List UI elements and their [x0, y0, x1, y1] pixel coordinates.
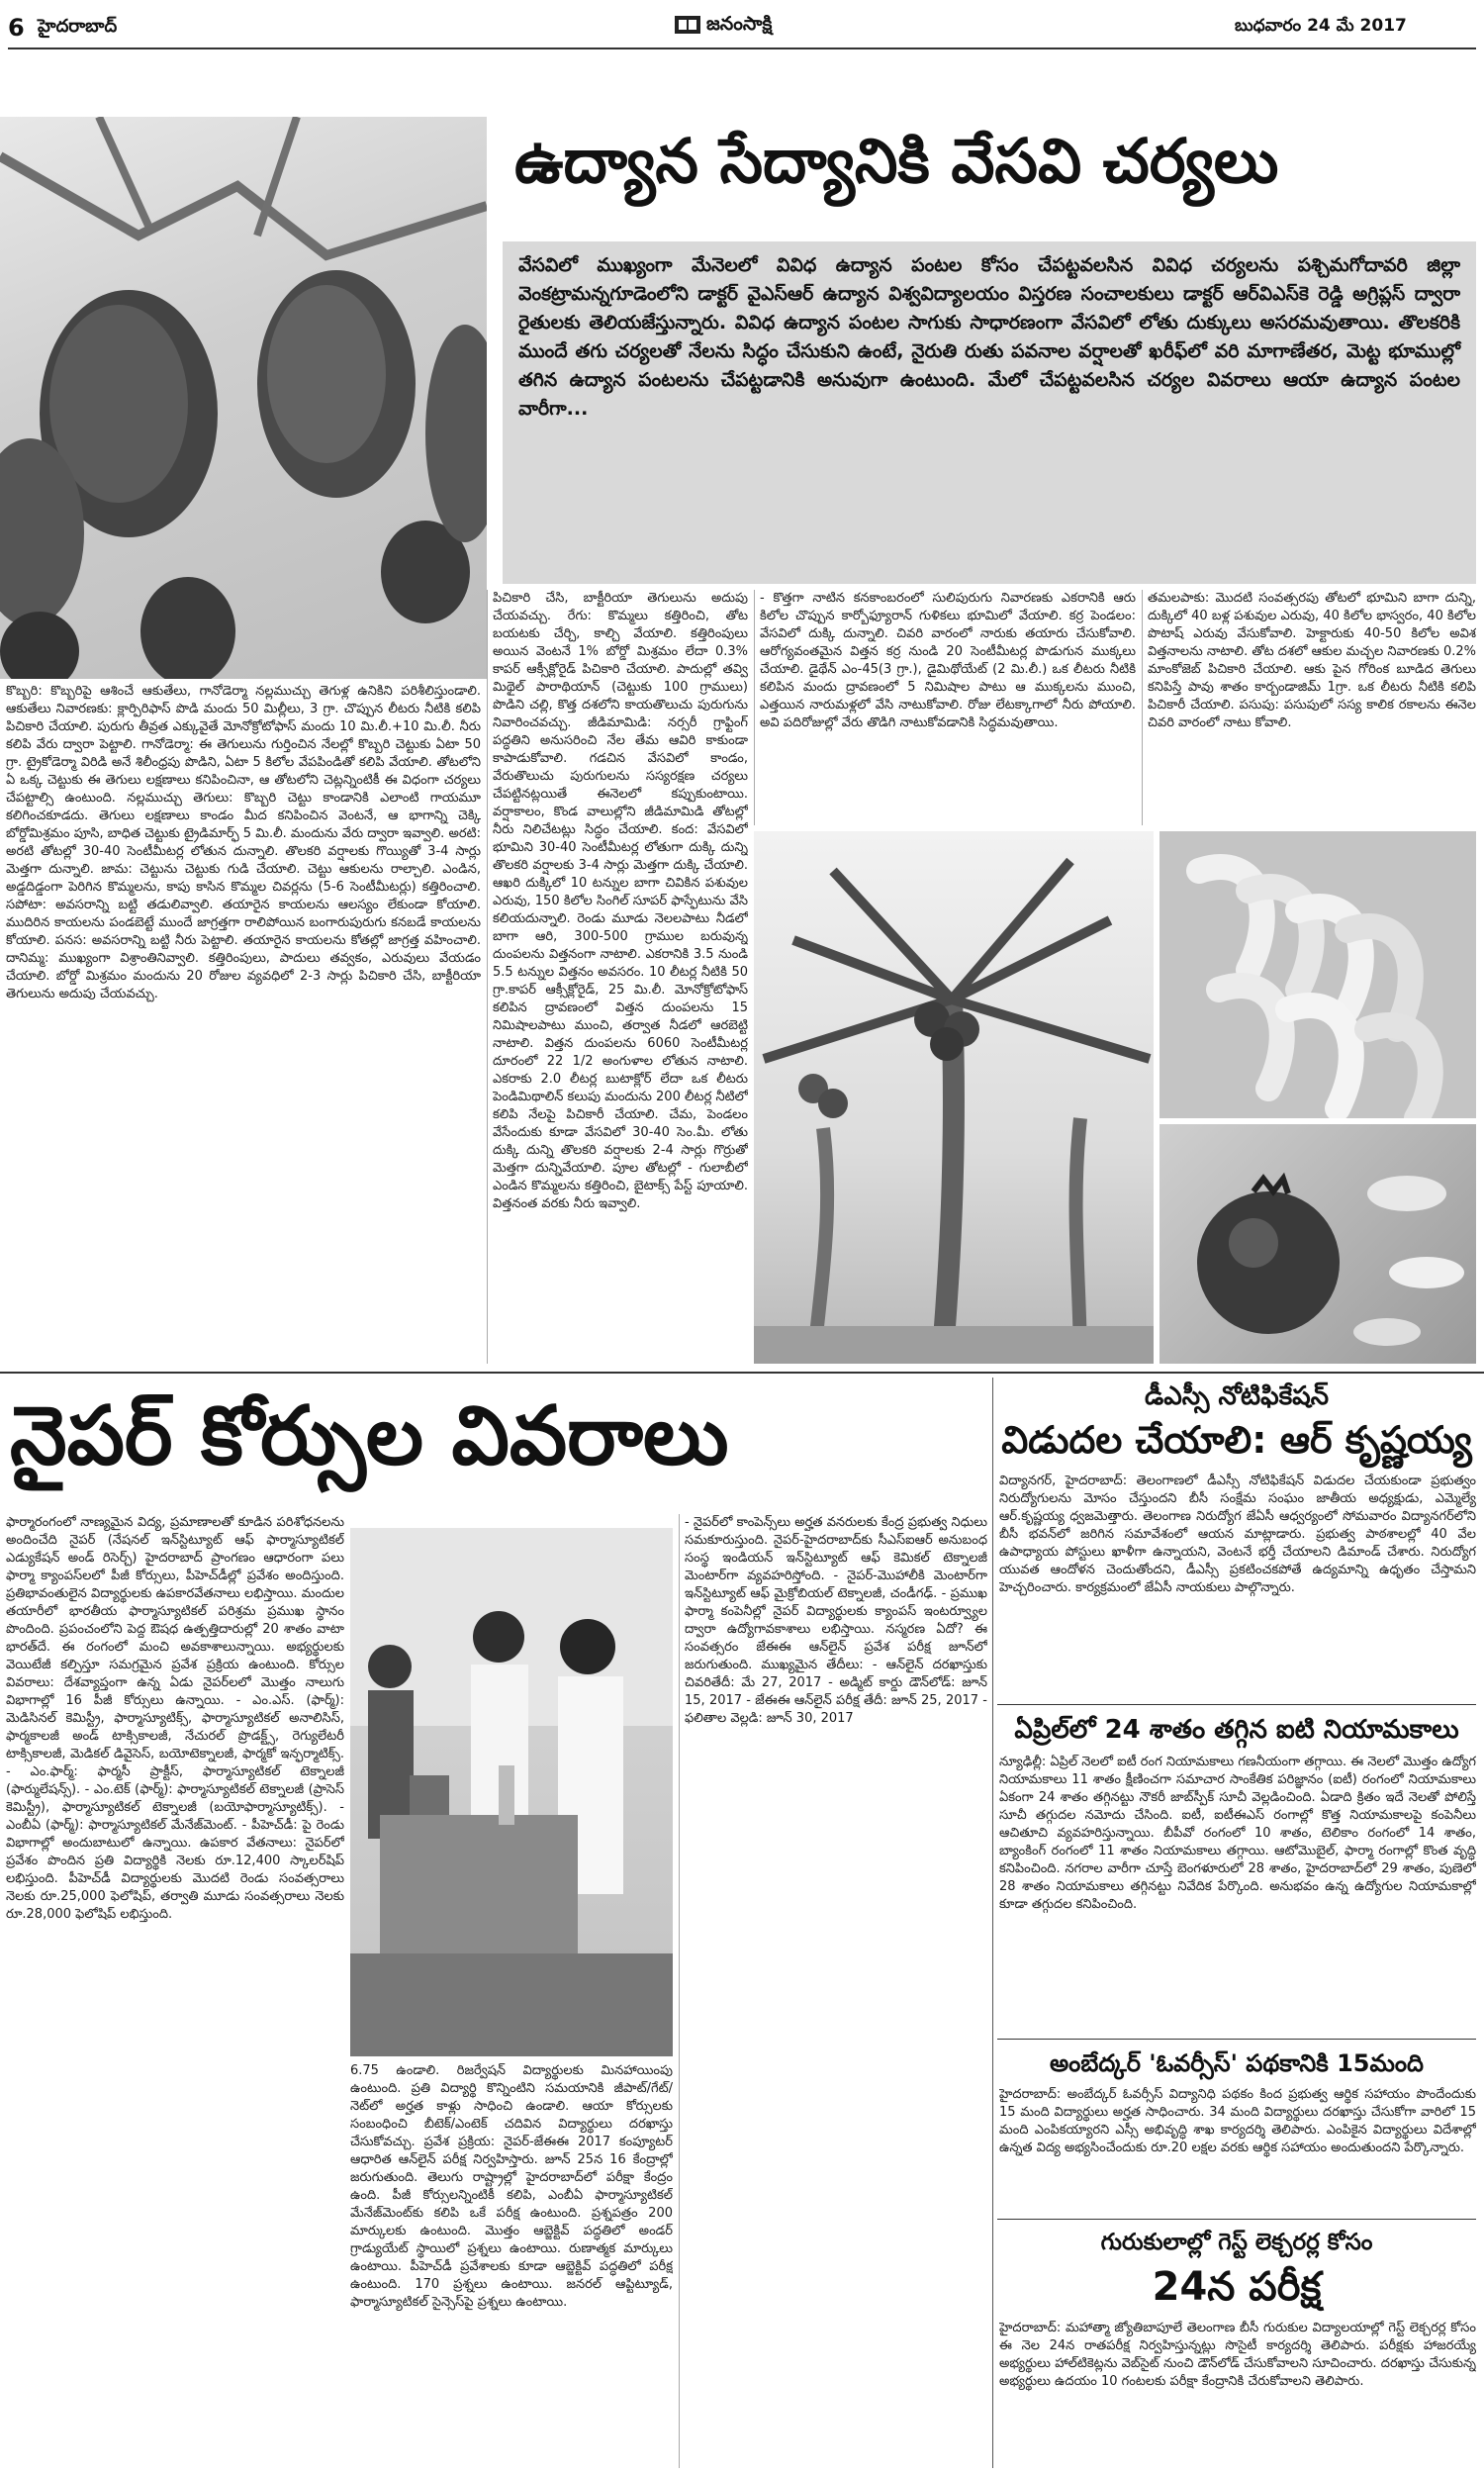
masthead-logo-icon — [673, 10, 702, 40]
city-label: హైదరాబాద్ — [38, 16, 118, 37]
header-rule — [8, 48, 1476, 49]
article1-col4: తమలపాకు: మొదటి సంవత్సరపు తోటలో భూమిని బాగా దున్ని, దుక్కిలో 40 బళ్ల పశువుల ఎరువు, 40 కిలోల భాస్వరం, 40 కిలోల పొటాష్ ఎరువు వేసుకోవాలి. హెక్టారుకు 40-50 కిలోల అవిశ విత్తనాలను నాటాలి. తోట దశలో ఆకుల మచ్చల నివారణకు 0.2% మాంకోజెబ్ పిచికారి చేయాలి. ఆకు పైన గోరింక బూడిద తెగులు కనిపిస్తే పావు శాతం కార్బండాజిమ్ 1గ్రా. ఒక లీటరు నీటికి కలిపి పిచికారీ చేయాలి. పసుపు: పసుపులో సస్య కాలిక రకాలను ఈనెల చివరి వారంలో నాటు కోవాలి. — [1148, 591, 1476, 730]
brief-rule — [997, 2039, 1476, 2040]
article3-headline — [997, 1378, 1476, 1465]
article3-headline-line2: విడుదల చేయాలి: ఆర్ కృష్ణయ్య — [1001, 1418, 1472, 1462]
article6-headline-line1: గురుకులాల్లో గెస్ట్ లెక్చరర్ల కోసం — [1100, 2230, 1373, 2255]
article6-headline-line2: 24న పరీక్ష — [1152, 2264, 1322, 2310]
col-divider — [679, 1514, 680, 2468]
coconut-photo — [754, 831, 1154, 1364]
section-rule — [0, 1372, 1484, 1374]
article1-col1: కొబ్బరి: కొబ్బరిపై ఆశించే ఆకుతేలు, గానోడెర్మా నల్లముచ్చు తెగుళ్ల ఉనికిని పరిశీలిస్తుండాలి. ఆకుతేలు నివారణకు: క్లార్పిరిఫాస్ పొడి మందు 50 మిల్లీలు, 3 గ్రా. చొప్పున లీటరు నీటికి కలిపి పిచికారి చేయాలి. పురుగు తీవ్రత ఎక్కువైతే మోనోక్రోటోఫాస్ మందు 10 మి.లీ.+10 మి.లీ. నీరు కలిపి వేరు ద్వారా పెట్టాలి. గానోడెర్మా: ఈ తెగులును గుర్తించిన నేలల్లో కొబ్బరి చెట్టుకు ఏటా 50 గ్రా. ట్రైకోడెర్మా విరిడి అనే శిలీంధ్రపు పొడిని, ఏటా 5 కిలోల వేపపిండితో కలిపి వేయాలి. తోటలోని ఏ ఒక్క చెట్టుకు ఈ తెగులు లక్షణాలు కనిపించినా, ఆ తోటలోని చెట్లన్నింటికీ ఈ విధంగా చర్యలు చేపట్టాల్సి ఉంటుంది. నల్లముచ్చు తెగులు: కొబ్బరి చెట్టు కాండానికి ఎలాంటి గాయమూ కలిగించకూడదు. తెగులు లక్షణాలు కాండం మీద కనిపించిన వెంటనే, ఆ భాగాన్ని చెక్కి బోర్డోమిశ్రమం పూసి, బాధిత చెట్టుకు ట్రైడిమార్ఫ్ 5 మి.లీ. మందును వేరు ద్వారా ఇవ్వాలి. అరటి: అరటి తోటల్లో 30-40 సెంటీమీటర్ల లోతున దున్నాలి. తొలకరి వర్షాలకు గొయ్యితో 3-4 సార్లు మెత్తగా దున్నాలి. జామ: చెట్టును చెట్టుకు గుడి చేయాలి. చెట్టు ఆకులను రాల్చాలి. ఎండిన, అడ్డదిడ్డంగా పెరిగిన కొమ్మలను, కాపు కాసిన కొమ్మల చివర్లను (5-6 సెంటీమీటర్లు) కత్తిరించాలి. సపోటా: అవసరాన్ని బట్టి తడులివ్వాలి. తయారైన కాయలను ఆలస్యం లేకుండా కోయాలి. ముదిరిన కాయలను పండబెట్టే ముందే జాగ్రత్తగా రాలిపోయిన బంగారుపురుగు కనబడే కాయలను కోయాలి. పనస: అవసరాన్ని బట్టి నీరు పెట్టాలి. తయారైన కాయలను కోతల్లో జాగ్రత్త వహించాలి. దానిమ్మ: ముఖ్యంగా విశ్రాంతినివ్వాలి. కత్తిరింపులు, పాదులు తవ్వకం, ఎరువులు వేయడం చేయాలి. బోర్డో మిశ్రమం మందును 20 రోజుల వ్యవధిలో 2-3 సార్లు పిచికారి చేసి, బాక్టీరియా తెగులును అదుపు చేయవచ్చు. — [6, 684, 481, 1001]
col-divider — [487, 590, 488, 1364]
pomegranate-illustration — [1159, 1124, 1476, 1364]
banana-photo — [1159, 831, 1476, 1118]
article1-lead: వేసవిలో ముఖ్యంగా మేనెలలో వివిధ ఉద్యాన పంటల కోసం చేపట్టవలసిన వివిధ చర్యలను పశ్చిమగోదావరి జిల్లా వెంకట్రామన్నగూడెంలోని డాక్టర్ వైఎస్ఆర్ ఉద్యాన విశ్వవిద్యాలయం విస్తరణ సంచాలకులు డాక్టర్ ఆర్‌విఎస్‌కె రెడ్డి అగ్రిప్లస్ ద్వారా రైతులకు తెలియజేస్తున్నారు. వివిధ ఉద్యాన పంటల సాగుకు సాధారణంగా వేసవిలో లోతు దుక్కులు అసరమవుతాయి. తొలకరికి ముందే తగు చర్యలతో నేలను సిద్ధం చేసుకుని ఉంటే, నైరుతి రుతు పవనాల వర్షాలతో ఖరీఫ్‌లో వరి మాగాణేతర, మెట్ట భూముల్లో తగిన ఉద్యాన పంటలను చేపట్టడానికి అనువుగా ఉంటుంది. మేలో చేపట్టవలసిన చర్యల వివరాలు ఆయా ఉద్యాన పంటల వారీగా... — [503, 241, 1476, 584]
article3-body: విద్యానగర్, హైదరాబాద్: తెలంగాణలో డీఎస్సీ నోటిఫికేషన్ విడుదల చేయకుండా ప్రభుత్వం నిరుద్యోగులను మోసం చేస్తుందని బీసీ సంక్షేమ సంఘం జాతీయ అధ్యక్షుడు, ఎమ్మెల్యే ఆర్.కృష్ణయ్య ధ్వజమెత్తారు. తెలంగాణ నిరుద్యోగ జేఏసీ ఆధ్వర్యంలో సోమవారం విద్యానగర్‌లోని బీసీ భవన్‌లో జరిగిన సమావేశంలో ఆయన మాట్లాడారు. ప్రభుత్వ పాఠశాలల్లో 40 వేల ఉపాధ్యాయ పోస్టులు ఖాళీగా ఉన్నాయని, వెంటనే భర్తీ చేయాలని డిమాండ్ చేశారు. నిరుద్యోగ యువత ఆందోళన చెందుతోందని, డీఎస్సీ ప్రకటించకపోతే ఉద్యమాన్ని ఉధృతం చేస్తామని హెచ్చరించారు. కార్యక్రమంలో జేఏసీ నాయకులు పాల్గొన్నారు. — [999, 1474, 1476, 1595]
article5-body: హైదరాబాద్: అంబేద్కర్ ఓవర్సీస్ విద్యానిధి పథకం కింద ప్రభుత్వ ఆర్థిక సహాయం పొందేందుకు 15 మంది విద్యార్థులు అర్హత సాధించారు. 34 మంది విద్యార్థులు దరఖాస్తు చేసుకోగా వారిలో 15 మంది ఎంపికయ్యారని ఎస్సీ అభివృద్ధి శాఖ కార్యదర్శి తెలిపారు. ఎంపికైన విద్యార్థులు విదేశాల్లో ఉన్నత విద్య అభ్యసించేందుకు రూ.20 లక్షల వరకు ఆర్థిక సహాయం అందుతుందని పేర్కొన్నారు. — [999, 2087, 1476, 2155]
article4-body: న్యూఢిల్లీ: ఏప్రిల్ నెలలో ఐటీ రంగ నియామకాలు గణనీయంగా తగ్గాయి. ఈ నెలలో మొత్తం ఉద్యోగ నియామకాలు 11 శాతం క్షీణించగా సమాచార సాంకేతిక పరిజ్ఞానం (ఐటీ) రంగంలో నియామకాలు ఏకంగా 24 శాతం తగ్గినట్టు నౌకరీ జాబ్‌స్పీక్ సూచీ వెల్లడించింది. ఏడాది క్రితం ఇదే నెలతో పోలిస్తే సూచీ తగ్గుదల నమోదు చేసింది. ఐటీ, ఐటీఈఎస్ రంగాల్లో కొత్త నియామకాలపై కంపెనీలు ఆచితూచి వ్యవహరిస్తున్నాయి. బీపీవో రంగంలో 10 శాతం, టెలికాం రంగంలో 14 శాతం, బ్యాంకింగ్ రంగంలో 11 శాతం నియామకాలు తగ్గాయి. ఆటోమొబైల్, ఫార్మా రంగాల్లో కొంత వృద్ధి కనిపించింది. నగరాల వారీగా చూస్తే బెంగళూరులో 28 శాతం, హైదరాబాద్‌లో 29 శాతం, పుణెలో 28 శాతం నియామకాలు తగ్గినట్టు నివేదిక పేర్కొంది. అనుభవం ఉన్న ఉద్యోగుల నియామకాల్లో కూడా తగ్గుదల కనిపించింది. — [999, 1755, 1476, 1912]
article6-body: హైదరాబాద్: మహాత్మా జ్యోతిబాపూలే తెలంగాణ బీసీ గురుకుల విద్యాలయాల్లో గెస్ట్ లెక్చరర్ల కోసం ఈ నెల 24న రాతపరీక్ష నిర్వహిస్తున్నట్లు సొసైటీ కార్యదర్శి తెలిపారు. పరీక్షకు హాజరయ్యే అభ్యర్థులు హాల్‌టికెట్లను వెబ్‌సైట్ నుంచి డౌన్‌లోడ్ చేసుకోవాలని సూచించారు. దరఖాస్తు చేసుకున్న అభ్యర్థులు ఉదయం 10 గంటలకు పరీక్షా కేంద్రానికి చేరుకోవాలని తెలిపారు. — [999, 2321, 1476, 2389]
banana-bunch-illustration — [1159, 831, 1476, 1118]
article5-headline: అంబేద్కర్ 'ఓవర్సీస్' పథకానికి 15మంది — [1049, 2049, 1425, 2077]
issue-date: బుధవారం 24 మే 2017 — [1235, 16, 1407, 36]
lab-scene-illustration — [350, 1528, 673, 2056]
masthead — [673, 10, 851, 40]
col-divider — [992, 1378, 993, 2468]
masthead-title: జనంసాక్షి — [706, 13, 773, 35]
lab-students-photo — [350, 1528, 673, 2056]
article4-headline: ఏప్రిల్‌లో 24 శాతం తగ్గిన ఐటి నియామకాలు — [1014, 1715, 1459, 1745]
page-number: 6 — [8, 14, 25, 42]
article2-col3: - నైపర్‌లో కాంపెన్స్‌లు అర్హత వనరులకు కేంద్ర ప్రభుత్వ నిధులు సమకూరుస్తుంది. నైపర్-హైదరాబాద్‌కు సీఎస్ఐఆర్ అనుబంధ సంస్థ ఇండియన్ ఇన్‌స్టిట్యూట్ ఆఫ్ కెమికల్ టెక్నాలజీ మెంటార్‌గా వ్యవహరిస్తోంది. - నైపర్-మొహాలీకి మెంటార్‌గా ఇన్‌స్టిట్యూట్ ఆఫ్ మైక్రోబియల్ టెక్నాలజీ, చండీగఢ్. - ప్రముఖ ఫార్మా కంపెనీల్లో నైపర్ విద్యార్థులకు క్యాంపస్ ఇంటర్వ్యూల ద్వారా ఉద్యోగావకాశాలు లభిస్తాయి. నస్మరణ ఏదో? ఈ సంవత్సరం జేఈఈ ఆన్‌లైన్ ప్రవేశ పరీక్ష జూన్‌లో జరుగుతుంది. ముఖ్యమైన తేదీలు: - ఆన్‌లైన్ దరఖాస్తుకు చివరితేదీ: మే 27, 2017 - అడ్మిట్ కార్డు డౌన్‌లోడ్: జూన్ 15, 2017 - జేఈఈ ఆన్‌లైన్ పరీక్ష తేదీ: జూన్ 25, 2017 - ఫలితాల వెల్లడి: జూన్ 30, 2017 — [685, 1515, 987, 1726]
article2-col2: 6.75 ఉండాలి. రిజర్వేషన్ విద్యార్థులకు మినహాయింపు ఉంటుంది. ప్రతి విద్యార్థి కొన్నింటిని సమయానికి జీపాట్/గేట్/నెట్‌లో అర్హత కాళ్లు సాధించి ఉండాలి. ఆయా కోర్సులకు సంబంధించి బీటెక్/ఎంటెక్ చదివిన విద్యార్థులు దరఖాస్తు చేసుకోవచ్చు. ప్రవేశ ప్రక్రియ: నైపర్-జేఈఈ 2017 కంప్యూటర్ ఆధారిత ఆన్‌లైన్ పరీక్ష నిర్వహిస్తారు. జూన్ 25న 16 కేంద్రాల్లో జరుగుతుంది. తెలుగు రాష్ట్రాల్లో హైదరాబాద్‌లో పరీక్షా కేంద్రం ఉంది. పీజీ కోర్సులన్నింటికీ కలిపి, ఎంబీఏ ఫార్మాస్యూటికల్ మేనేజ్‌మెంట్‌కు కలిపి ఒకే పరీక్ష ఉంటుంది. ప్రశ్నపత్రం 200 మార్కులకు ఉంటుంది. మొత్తం ఆబ్జెక్టివ్ పద్ధతిలో అండర్ గ్రాడ్యుయేట్ స్థాయిలో ప్రశ్నలు ఉంటాయి. రుణాత్మక మార్కులు ఉంటాయి. పీహెచ్‌డీ ప్రవేశాలకు కూడా ఆబ్జెక్టివ్ పద్ధతిలో పరీక్ష ఉంటుంది. 170 ప్రశ్నలు ఉంటాయి. జనరల్ ఆప్టిట్యూడ్, ఫార్మాస్యూటికల్ సైన్సెస్‌పై ప్రశ్నలు ఉంటాయి. — [350, 2063, 673, 2310]
pomegranate-photo — [1159, 1124, 1476, 1364]
article2-headline: నైపర్ కోర్సుల వివరాలు — [10, 1389, 729, 1483]
col-divider — [1142, 590, 1143, 825]
article1-col2: పిచికారి చేసి, బాక్టీరియా తెగులును అదుపు చేయవచ్చు. రేగు: కొమ్మలు కత్తిరించి, తోట బయటకు చేర్చి, కాల్చి వేయాలి. కత్తిరింపులు అయిన వెంటనే 1% బోర్డో మిశ్రమం లేదా 0.3% కాపర్ ఆక్సీక్లోరైడ్ పిచికారి చేయాలి. పాదుల్లో తవ్వి మిథైల్ పారాథియాన్ (చెట్టుకు 100 గ్రాములు) పొడిని చల్లి, కొత్త దశలోని కాయతొలుచు పురుగును నివారించవచ్చు. జీడిమామిడి: నర్సరీ గ్రాఫ్టింగ్ పద్ధతిని అనుసరించి నేల తేమ ఆవిరి కాకుండా కాపాడుకోవాలి. గడచిన వేసవిలో కాండం, వేరుతొలుచు పురుగులను సస్యరక్షణ చర్యలు చేపట్టినట్లయితే ఈనెలలో కప్పుకుంటాయి. వర్షాకాలం, కొండ వాలుల్లోని జీడిమామిడి తోటల్లో నీరు నిలిచేటట్లు సిద్ధం చేయాలి. కంద: వేసవిలో భూమిని 30-40 సెంటీమీటర్ల లోతుగా దుక్కి దున్ని తొలకరి వర్షాలకు 3-4 సార్లు మెత్తగా దుక్కి చేయాలి. ఆఖరి దుక్కిలో 10 టన్నుల బాగా చివికిన పశువుల ఎరువు, 150 కిలోల సింగిల్ సూపర్ ఫాస్ఫేటును వేసి కలియదున్నాలి. రెండు మూడు నెలలపాటు నీడలో బాగా ఆరి, 300-500 గ్రాముల బరువున్న దుంపలను విత్తనంగా నాటాలి. ఎకరానికి 3.5 నుండి 5.5 టన్నుల విత్తనం అవసరం. 10 లీటర్ల నీటికి 50 గ్రా.కాపర్ ఆక్సీక్లోరైడ్, 25 మి.లీ. మోనోక్రోటోఫాస్ కలిపిన ద్రావణంలో విత్తన దుంపలను 15 నిమిషాలపాటు ముంచి, తర్వాత నీడలో ఆరబెట్టి నాటాలి. విత్తన దుంపలను 6060 సెంటీమీటర్ల దూరంలో 22 1/2 అంగుళాల లోతున నాటాలి. ఎకరాకు 2.0 లీటర్ల బుటాక్లోర్ లేదా ఒక లీటరు పెండిమిథాలిన్ కలుపు మందును 200 లీటర్ల నీటిలో కలిపి నేలపై పిచికారీ చేయాలి. చేమ, పెండలం వేసేందుకు కూడా వేసవిలో 30-40 సెం.మీ. లోతు దుక్కి దున్ని తొలకరి వర్షాలకు 2-4 సార్లు గొర్రుతో మెత్తగా దున్నివేయాలి. పూల తోటల్లో - గులాబీలో ఎండిన కొమ్మలను కత్తిరించి, బైటాక్స్ పేస్ట్ పూయాలి. విత్తనంత వరకు నీరు ఇవ్వాలి. — [493, 591, 748, 1211]
article6-headline — [997, 2225, 1476, 2314]
article1-headline: ఉద్యాన సేద్యానికి వేసవి చర్యలు — [514, 125, 1279, 197]
brief-rule — [997, 2219, 1476, 2220]
article3-headline-line1: డీఎస్సీ నోటిఫికేషన్ — [1145, 1381, 1329, 1411]
cashew-fruit-illustration — [0, 117, 487, 679]
cashew-photo — [0, 117, 487, 679]
brief-rule — [997, 1704, 1476, 1705]
col-divider — [754, 590, 755, 825]
article1-col3: - కొత్తగా నాటిన కనకాంబరంలో సులిపురుగు నివారణకు ఎకరానికి ఆరు కిలోల చొప్పున కార్బోఫ్యూరాన్ గుళికలు భూమిలో వేయాలి. కర్ర పెండలం: వేసవిలో దుక్కి దున్నాలి. చివరి వారంలో నారుకు తయారు చేసుకోవాలి. ఆరోగ్యవంతమైన విత్తన కర్ర నుండి 20 సెంటీమీటర్ల పొడుగున ముక్కలు చేయాలి. డైథేన్ ఎం-45(3 గ్రా.), డైమిథోయేట్ (2 మి.లీ.) ఒక లీటరు నీటికి కలిపిన మందు ద్రావణంలో 5 నిమిషాల పాటు ఆ ముక్కలను ముంచి, ఎత్తయిన నారుమళ్లలో వేసి నాటుకోవాలి. రోజు లేటక్కాగాలో నీరు పోయాలి. అవి పదిరోజుల్లో వేరు తొడిగి నాటుకోవడానికి సిద్ధమవుతాయి. — [760, 591, 1136, 730]
article2-col1: ఫార్మారంగంలో నాణ్యమైన విద్య, ప్రమాణాలతో కూడిన పరిశోధనలను అందించేది నైపర్‌ (నేషనల్ ఇన్‌స్టిట్యూట్ ఆఫ్ ఫార్మాస్యూటికల్ ఎడ్యుకేషన్ అండ్ రిసెర్చ్) హైదరాబాద్ ప్రాంగణం ఆధారంగా పలు ఫార్మా క్యాంపస్‌లలో పీజీ కోర్సులు, పీహెచ్‌డీల్లో ప్రవేశం అందిస్తుంది. ప్రతిభావంతులైన విద్యార్థులకు ఉపకారవేతనాలు లభిస్తాయి. మందుల తయారీలో భారతీయ ఫార్మాస్యూటికల్ పరిశ్రమ ప్రముఖ స్థానం పొందింది. ప్రపంచంలోని పెద్ద ఔషధ ఉత్పత్తిదారుల్లో 20 శాతం వాటా భారత్‌దే. ఈ రంగంలో మంచి అవకాశాలున్నాయి. అభ్యర్థులకు వెయిటేజీ కల్పిస్తూ సమగ్రమైన ప్రవేశ ప్రక్రియ ఉంటుంది. కోర్సుల వివరాలు: దేశవ్యాప్తంగా ఉన్న ఏడు నైపర్‌లలో మొత్తం నాలుగు విభాగాల్లో 16 పీజీ కోర్సులు ఉన్నాయి. - ఎం.ఎస్. (ఫార్మ్): మెడిసినల్ కెమిస్ట్రీ, ఫార్మాస్యూటిక్స్, ఫార్మాస్యూటికల్ అనాలిసిస్, ఫార్మకాలజీ అండ్ టాక్సికాలజీ, నేచురల్ ప్రొడక్ట్స్, రెగ్యులేటరీ టాక్సికాలజీ, మెడికల్ డివైసెస్, బయోటెక్నాలజీ, ఫార్మకో ఇన్ఫర్మాటిక్స్. - ఎం.ఫార్మ్: ఫార్మసీ ప్రాక్టీస్, ఫార్మాస్యూటికల్ టెక్నాలజీ (ఫార్ములేషన్స్). - ఎం.టెక్ (ఫార్మ్): ఫార్మాస్యూటికల్ టెక్నాలజీ (ప్రాసెస్ కెమిస్ట్రీ), ఫార్మాస్యూటికల్ టెక్నాలజీ (బయోఫార్మాస్యూటిక్స్). - ఎంబీఏ (ఫార్మ్): ఫార్మాస్యూటికల్ మేనేజ్‌మెంట్. - పీహెచ్‌డీ: పై రెండు విభాగాల్లో అందుబాటులో ఉన్నాయి. ఉపకార వేతనాలు: నైపర్‌లో ప్రవేశం పొందిన ప్రతి విద్యార్థికి నెలకు రూ.12,400 స్కాలర్‌షిప్ లభిస్తుంది. పీహెచ్‌డీ విద్యార్థులకు మొదటి రెండు సంవత్సరాలు నెలకు రూ.25,000 ఫెలోషిప్, తర్వాతి మూడు సంవత్సరాలు నెలకు రూ.28,000 ఫెలోషిప్ లభిస్తుంది. — [6, 1515, 344, 1922]
coconut-tree-illustration — [754, 831, 1154, 1364]
